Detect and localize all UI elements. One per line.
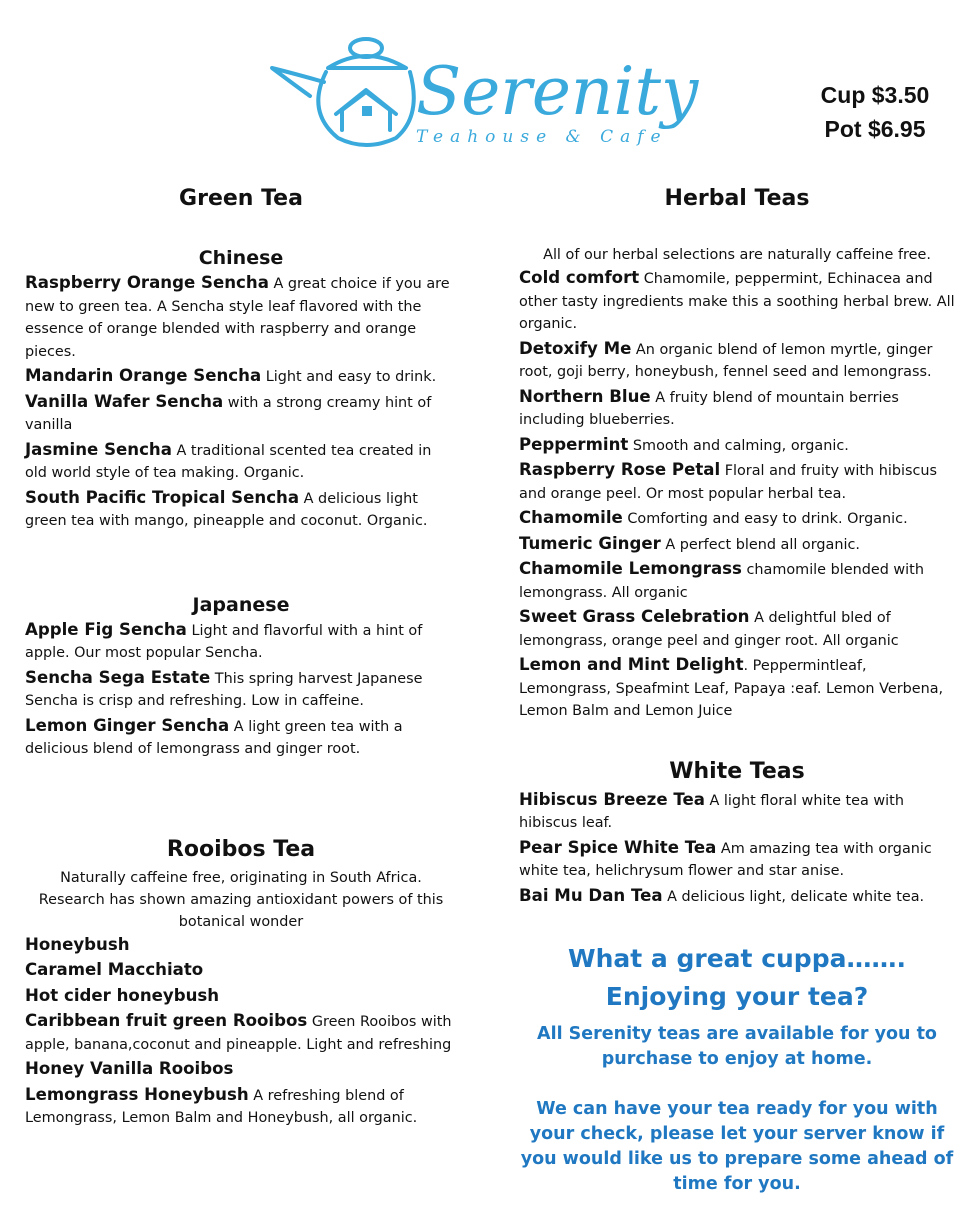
tea-desc: Green Rooibos with apple, banana,coconut and pineapple. Light and refreshing	[25, 1014, 452, 1053]
tea-name: Raspberry Orange Sencha	[25, 273, 269, 292]
rooibos-title: Rooibos Tea	[166, 836, 316, 862]
tea-desc: Chamomile, peppermint, Echinacea and other tasty ingredients make this a soothing herbal brew. All organic.	[519, 271, 955, 332]
tea-desc: A delicious light, delicate white tea.	[662, 888, 925, 905]
tea-desc: . Peppermintleaf, Lemongrass, Speafmint Leaf, Papaya :eaf. Lemon Verbena, Lemon Balm and Lemon Juice	[519, 658, 944, 719]
tea-name: Vanilla Wafer Sencha	[25, 391, 224, 411]
tea-item	[519, 885, 955, 909]
tea-name: Caribbean fruit green Rooibos	[25, 1011, 308, 1030]
tea-desc: A traditional scented tea created in old world style of tea making. Organic.	[25, 442, 432, 481]
promo-question: Enjoying your tea?	[605, 982, 869, 1011]
tea-item	[519, 606, 955, 652]
tea-item	[25, 1084, 457, 1130]
tea-name: Lemon Ginger Sencha	[25, 715, 230, 735]
tea-desc: A light floral white tea with hibiscus leaf.	[519, 792, 904, 831]
left-column	[25, 182, 457, 1132]
tea-desc: A delightful bled of lemongrass, orange peel and ginger root. All organic	[519, 610, 899, 649]
tea-desc: Light and flavorful with a hint of apple. Our most popular Sencha.	[25, 622, 423, 661]
tea-item	[25, 1058, 457, 1082]
herbal-intro: All of our herbal selections are naturally caffeine free.	[543, 247, 931, 263]
tea-name: Sweet Grass Celebration	[519, 607, 750, 626]
tea-item	[25, 619, 457, 665]
tea-item	[25, 985, 457, 1009]
tea-item	[25, 272, 457, 363]
tea-item	[519, 558, 955, 604]
tea-desc: Light and easy to drink.	[261, 369, 437, 385]
tea-name: Honey Vanilla Rooibos	[25, 1059, 234, 1078]
tea-desc: Smooth and calming, organic.	[628, 437, 849, 454]
tea-desc: A light green tea with a delicious blend of lemongrass and ginger root.	[25, 718, 403, 757]
tea-name: Tumeric Ginger	[519, 533, 661, 553]
tea-desc: with a strong creamy hint of vanilla	[25, 394, 432, 433]
price-pot: Pot $6.95	[824, 116, 926, 142]
tea-name: Chamomile Lemongrass	[519, 559, 742, 578]
japanese-tea-list	[25, 619, 457, 761]
tea-name: Raspberry Rose Petal	[519, 460, 721, 479]
tea-name: Sencha Sega Estate	[25, 667, 211, 687]
tea-item	[519, 533, 955, 557]
tea-name: Peppermint	[519, 434, 629, 454]
rooibos-tea-list	[25, 934, 457, 1130]
tea-name: Cold comfort	[519, 268, 640, 287]
tea-desc: A refreshing blend of Lemongrass, Lemon Balm and Honeybush, all organic.	[25, 1087, 418, 1126]
white-tea-title: White Teas	[669, 758, 805, 784]
tea-name: Honeybush	[25, 934, 130, 954]
tea-item	[519, 459, 955, 505]
promo-purchase-note: All Serenity teas are available for you to purchase to enjoy at home.	[537, 1024, 937, 1069]
herbal-tea-list	[519, 267, 955, 723]
tea-desc: Am amazing tea with organic white tea, helichrysum flower and star anise.	[519, 840, 932, 879]
tea-item	[519, 338, 955, 384]
tea-item	[25, 715, 457, 761]
tea-item	[519, 789, 955, 835]
tea-name: Pear Spice White Tea	[519, 837, 717, 857]
tea-item	[25, 365, 457, 389]
tea-item	[25, 487, 457, 533]
tea-name: Lemongrass Honeybush	[25, 1084, 249, 1104]
tea-item	[519, 507, 955, 531]
tea-name: South Pacific Tropical Sencha	[25, 487, 300, 507]
price-box	[810, 78, 940, 146]
tea-item	[519, 267, 955, 336]
tea-desc: A fruity blend of mountain berries including blueberries.	[519, 389, 899, 428]
promo-headline: What a great cuppa…….	[568, 944, 906, 973]
tea-item	[25, 959, 457, 983]
green-tea-title: Green Tea	[179, 186, 303, 211]
tea-item	[519, 837, 955, 883]
tea-item	[25, 439, 457, 485]
tea-name: Lemon and Mint Delight	[519, 655, 744, 674]
tea-desc: A delicious light green tea with mango, pineapple and coconut. Organic.	[25, 490, 428, 529]
promo-server-note: We can have your tea ready for you with your check, please let your server know if you would like us to prepare some ahead of time for you.	[520, 1099, 954, 1194]
tea-desc: An organic blend of lemon myrtle, ginger root, goji berry, honeybush, fennel seed and lemongrass.	[519, 341, 933, 380]
tea-item	[519, 434, 955, 458]
tea-item	[25, 934, 457, 958]
herbal-title: Herbal Teas	[664, 186, 810, 211]
tea-name: Detoxify Me	[519, 338, 632, 358]
tea-name: Hibiscus Breeze Tea	[519, 789, 705, 809]
japanese-subtitle: Japanese	[192, 593, 290, 616]
tea-item	[25, 667, 457, 713]
chinese-tea-list	[25, 272, 457, 533]
tea-item	[25, 391, 457, 437]
tea-name: Chamomile	[519, 508, 623, 527]
tea-desc: Floral and fruity with hibiscus and orange peel. Or most popular herbal tea.	[519, 463, 937, 502]
tea-name: Jasmine Sencha	[25, 439, 172, 459]
promo-block	[519, 940, 955, 1197]
tea-desc: This spring harvest Japanese Sencha is crisp and refreshing. Low in caffeine.	[25, 670, 423, 709]
rooibos-intro: Naturally caffeine free, originating in South Africa. Research has shown amazing antioxidant powers of this botanical wonder	[38, 869, 444, 930]
tea-desc: A great choice if you are new to green tea. A Sencha style leaf flavored with the essence of orange blended with raspberry and orange pieces.	[25, 276, 450, 360]
tea-desc: chamomile blended with lemongrass. All organic	[519, 562, 924, 601]
logo-tagline: Teahouse & Cafe	[416, 127, 668, 147]
tea-name: Apple Fig Sencha	[25, 619, 187, 639]
tea-item	[519, 386, 955, 432]
tea-name: Bai Mu Dan Tea	[519, 885, 663, 905]
logo-wordmark: Serenity	[416, 53, 699, 130]
tea-item	[519, 654, 955, 723]
tea-desc: A perfect blend all organic.	[660, 536, 860, 553]
white-tea-list	[519, 789, 955, 909]
chinese-subtitle: Chinese	[198, 247, 284, 269]
tea-desc: Comforting and easy to drink. Organic.	[622, 511, 908, 527]
teapot-logo-icon	[266, 34, 716, 154]
serenity-logo	[266, 34, 716, 154]
tea-item	[25, 1010, 457, 1056]
tea-name: Mandarin Orange Sencha	[25, 366, 262, 385]
price-cup: Cup $3.50	[820, 82, 930, 108]
tea-name: Hot cider honeybush	[25, 985, 220, 1005]
tea-name: Northern Blue	[519, 386, 651, 406]
tea-name: Caramel Macchiato	[25, 960, 204, 979]
right-column	[519, 182, 955, 910]
